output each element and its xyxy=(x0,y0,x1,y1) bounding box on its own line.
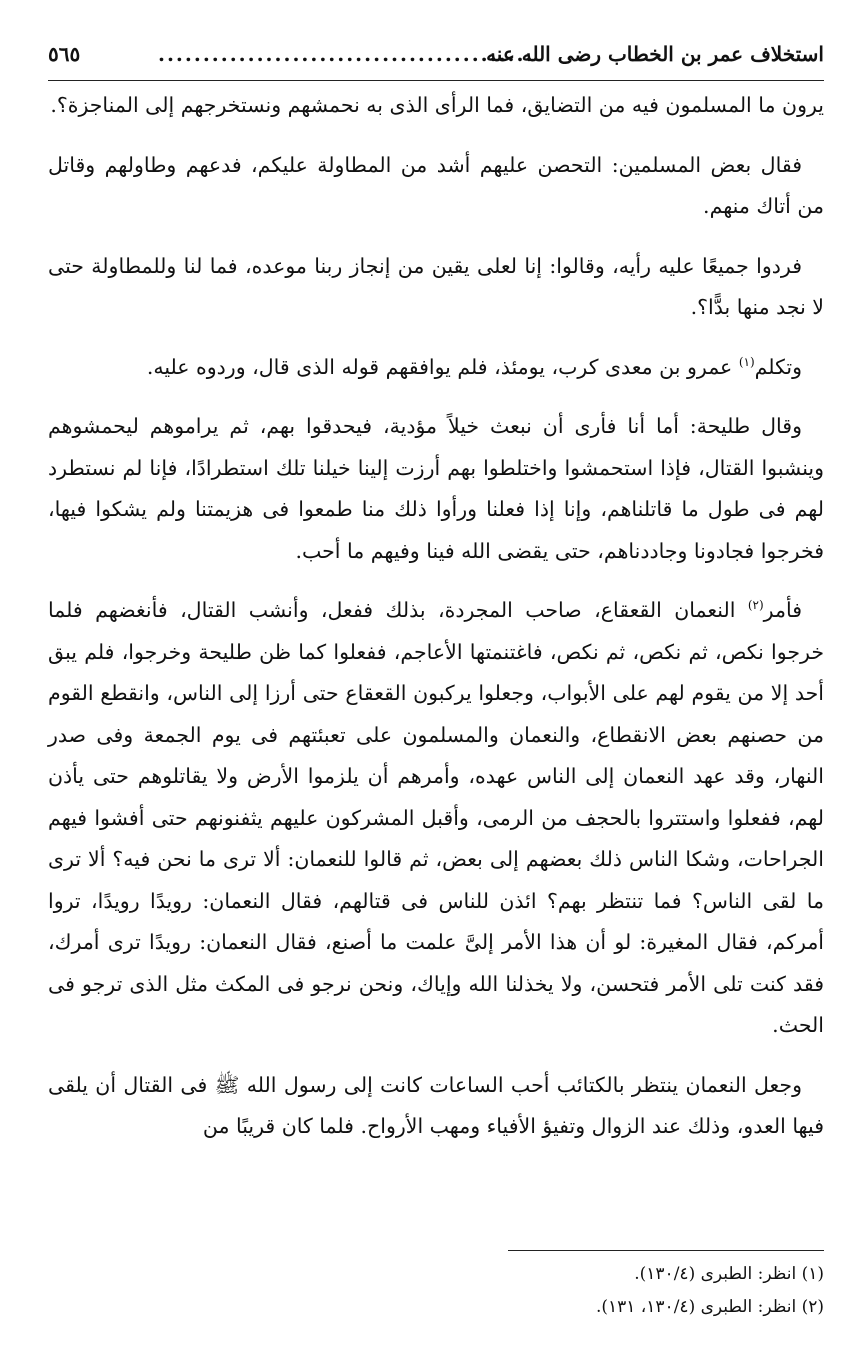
running-header xyxy=(48,36,824,81)
paragraph: وجعل النعمان ينتظر بالكتائب أحب الساعات كانت إلى رسول الله ﷺ فى القتال أن يلقى فيها العدو، وذلك عند الزوال وتفيؤ الأفياء ومهب الأرواح. فلما كان قريبًا من xyxy=(48,1072,824,1138)
chapter-title: استخلاف عمر بن الخطاب رضى الله عنه xyxy=(486,42,824,66)
page-number: ٥٦٥ xyxy=(48,42,81,66)
paragraph: فأمر$^{(٢)}$ النعمان القعقاع، صاحب المجردة، بذلك ففعل، وأنشب القتال، فأنغضهم فلما خرجوا نكص، ثم نكص، ثم نكص، فاغتنمتها الأعاجم، ففعلوا كما ظن طليحة وخرجوا، فلم يبق أحد إلا من يقوم لهم على الأبواب، وجعلوا يركبون القعقاع حتى أرزا إلى الناس، وانقطع القوم من حصنهم بعض الانقطاع، والنعمان والمسلمون على تعبئتهم فى يوم الجمعة وفى صدر النهار، وقد عهد النعمان إلى الناس عهده، وأمرهم أن يلزموا الأرض ولا يقاتلوهم حتى يأذن لهم، ففعلوا واستتروا بالحجف من الرمى، وأقبل المشركون عليهم يثفنونهم حتى أفشوا فيهم الجراحات، وشكا الناس ذلك بعضهم إلى بعض، ثم قالوا للنعمان: ألا ترى ما نحن فيه؟ ألا ترى ما لقى الناس؟ فما تنتظر بهم؟ ائذن للناس فى قتالهم، فقال النعمان: رويدًا رويدًا، تروا أمركم، فقال المغيرة: لو أن هذا الأمر إلىَّ علمت ما أصنع، فقال النعمان: رويدًا ترى أمرك، فقد كنت تلى الأمر فتحسن، ولا يخذلنا الله وإياك، ونحن نرجو فى المكث مثل الذى ترجو فى الحث. xyxy=(48,598,824,1037)
leader-dots: .......................................... xyxy=(158,42,535,66)
paragraph: وتكلم$^{(١)}$ عمرو بن معدى كرب، يومئذ، فلم يوافقهم قوله الذى قال، وردوه عليه. xyxy=(146,354,802,379)
footnote-divider xyxy=(508,1250,824,1251)
paragraph: يرون ما المسلمون فيه من التضايق، فما الرأى الذى به نحمشهم ونستخرجهم إلى المناجزة؟. xyxy=(50,93,824,117)
paragraph: وقال طليحة: أما أنا فأرى أن نبعث خيلاً مؤدية، فيحدقوا بهم، ثم يراموهم ليحمشوهم وينشبوا القتال، فإذا استحمشوا واختلطوا بهم أرزت إلينا خيلنا تلك استطرادًا، فإنا لم نستطرد لهم فى طول ما قاتلناهم، وإنا إذا فعلنا ورأوا ذلك منا طمعوا فى هزيمتنا ولم يشكوا فيها، فخرجوا فجادونا وجاددناهم، حتى يقضى الله فينا وفيهم ما أحب. xyxy=(48,414,824,563)
footnote: (٢) انظر: الطبرى (١٣٠/٤، ١٣١). xyxy=(595,1297,824,1317)
footnote-ref: (٢) xyxy=(747,598,764,613)
footnote-ref: (١) xyxy=(738,354,755,369)
footnote: (١) انظر: الطبرى (١٣٠/٤). xyxy=(634,1264,824,1284)
paragraph: فقال بعض المسلمين: التحصن عليهم أشد من المطاولة عليكم، فدعهم وطاولهم وقاتل من أتاك منهم. xyxy=(48,152,824,218)
body-text xyxy=(48,85,824,1148)
footnotes xyxy=(48,1258,824,1324)
paragraph: فردوا جميعًا عليه رأيه، وقالوا: إنا لعلى يقين من إنجاز ربنا موعده، فما لنا وللمطاولة حتى لا نجد منها بدًّا؟. xyxy=(48,253,824,319)
book-page xyxy=(48,36,824,1317)
